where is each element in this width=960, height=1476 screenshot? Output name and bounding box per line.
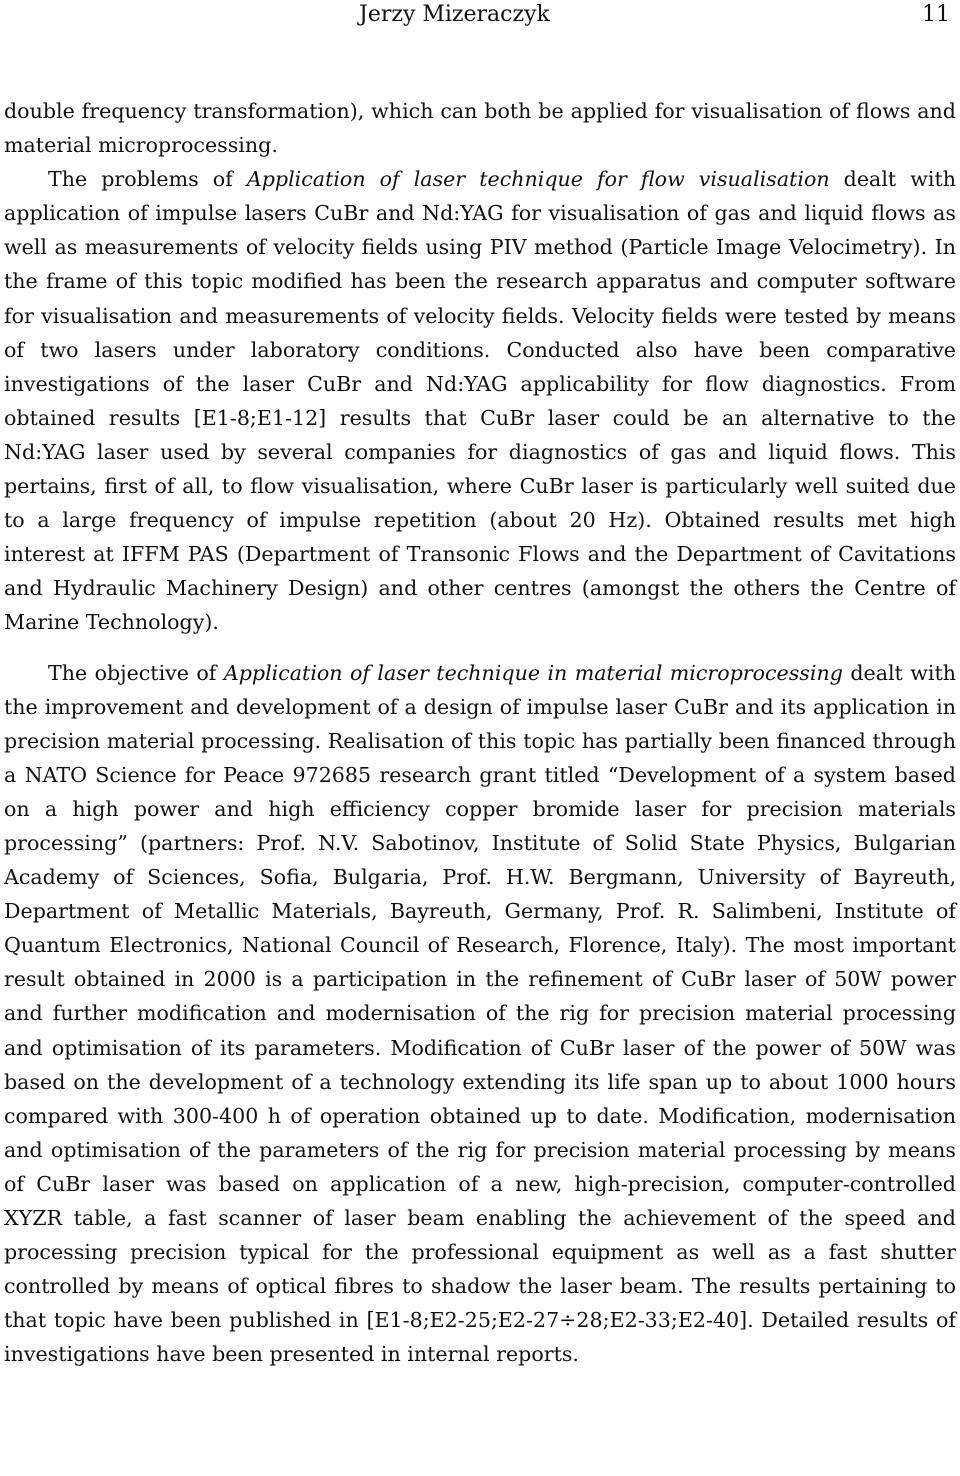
paragraph-body: dealt with the improvement and development of a design of impulse laser CuBr and its application in precision material processing. Realisation of this topic has partially been financed through a NATO Science for Peace 972685 research grant titled “Development of a system based on a high power and high efficiency copper bromide laser for precision materials processing” (partners: Prof. N.V. Sabotinov, Institute of Solid State Physics, Bulgarian Academy of Sciences, Sofia, Bulgaria, Prof. H.W. Bergmann, University of Bayreuth, Department of Metallic Materials, Bayreuth, Germany, Prof. R. Salimbeni, Institute of Quantum Electronics, National Council of Research, Florence, Italy). The most important result obtained in 2000 is a participation in the refinement of CuBr laser of 50W power and further modification and modernisation of the rig for precision material processing and optimisation of its parameters. Modification of CuBr laser of the power of 50W was based on the development of a technology extending its life span up to about 1000 hours compared with 300-400 h of operation obtained up to date. Modification, modernisation and optimisation of the parameters of the rig for precision material processing by means of CuBr laser was based on application of a new, high-precision, computer-controlled XYZR table, a fast scanner of laser beam enabling the achievement of the speed and processing precision typical for the professional equipment as well as a fast shutter controlled by means of optical fibres to shadow the laser beam. The results pertaining to that topic have been published in [E1-8;E2-25;E2-27÷28;E2-33;E2-40]. Detailed results of investigations have been presented in internal reports. [4,660,956,1367]
paragraph-material-microprocessing [4,656,956,1372]
paragraph-flow-visualisation [4,162,956,639]
paragraph-lead: The objective of [48,660,224,685]
running-header [4,2,956,32]
paragraph-continuation: double frequency transformation), which can both be applied for visualisation of flows and material microprocessing. [4,99,956,158]
header-author: Jerzy Mizeraczyk [359,2,550,27]
topic-title: Application of laser technique in material microprocessing [223,660,843,685]
page-number: 11 [922,2,950,27]
topic-title: Application of laser technique for flow visualisation [246,167,830,192]
paragraph-lead: The problems of [48,167,247,192]
body-text [4,94,956,1371]
paragraph-body: dealt with application of impulse lasers CuBr and Nd:YAG for visualisation of gas and liquid flows as well as measurements of velocity fields using PIV method (Particle Image Velocimetry). In the frame of this topic modified has been the research apparatus and computer software for visualisation and measurements of velocity fields. Velocity fields were tested by means of two lasers under laboratory conditions. Conducted also have been comparative investigations of the laser CuBr and Nd:YAG applicability for flow diagnostics. From obtained results [E1-8;E1-12] results that CuBr laser could be an alternative to the Nd:YAG laser used by several companies for diagnostics of gas and liquid flows. This pertains, first of all, to flow visualisation, where CuBr laser is particularly well suited due to a large frequency of impulse repetition (about 20 Hz). Obtained results met high interest at IFFM PAS (Department of Transonic Flows and the Department of Cavitations and Hydraulic Machinery Design) and other centres (amongst the others the Centre of Marine Technology). [4,167,956,635]
